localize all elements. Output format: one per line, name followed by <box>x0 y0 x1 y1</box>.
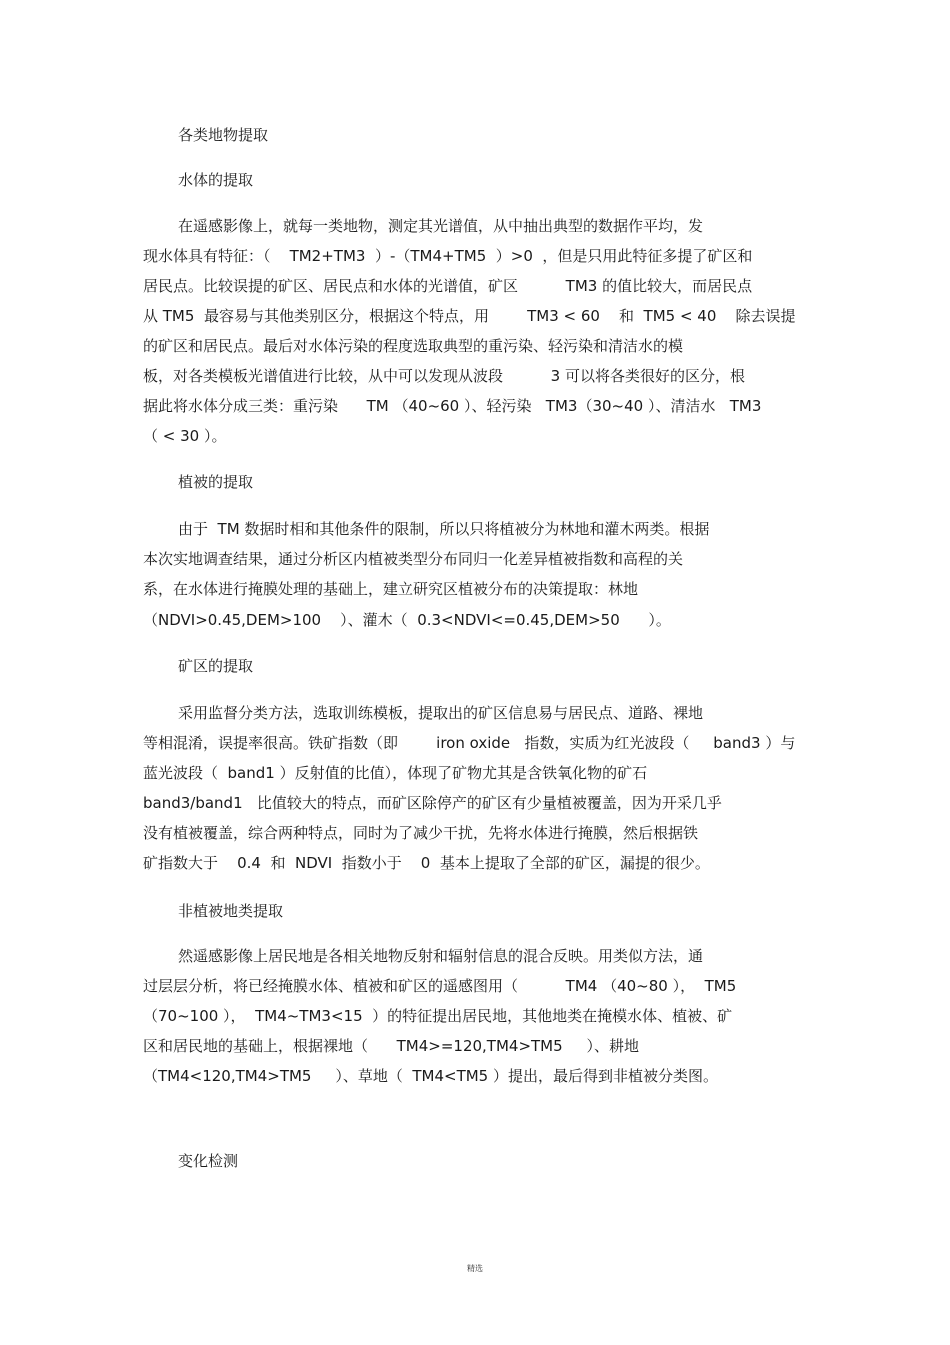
paragraph-line: 现水体具有特征：（ TM2+TM3 ）-（TM4+TM5 ）>0 ，但是只用此特征多提了矿区和 <box>143 247 753 265</box>
heading-feature-extraction: 各类地物提取 <box>178 126 269 144</box>
paragraph-line: 蓝光波段（ band1 ）反射值的比值），体现了矿物尤其是含铁氧化物的矿石 <box>143 764 648 782</box>
paragraph-line: 区和居民地的基础上，根据裸地（ TM4>=120,TM4>TM5 ）、耕地 <box>143 1037 639 1055</box>
paragraph-line: 据此将水体分成三类：重污染 TM （40~60 ）、轻污染 TM3（30~40 ）、清洁水 TM3 <box>143 397 762 415</box>
paragraph-line: 居民点。比较误提的矿区、居民点和水体的光谱值，矿区 TM3 的值比较大，而居民点 <box>143 277 753 295</box>
paragraph-line: 然遥感影像上居民地是各相关地物反射和辐射信息的混合反映。用类似方法，通 <box>178 947 704 965</box>
paragraph-line: band3/band1 比值较大的特点，而矿区除停产的矿区有少量植被覆盖，因为开采几乎 <box>143 794 722 812</box>
paragraph-line: 矿指数大于 0.4 和 NDVI 指数小于 0 基本上提取了全部的矿区，漏提的很少。 <box>143 854 710 872</box>
heading-non-vegetation-extraction: 非植被地类提取 <box>178 902 284 920</box>
paragraph-line: 在遥感影像上，就每一类地物，测定其光谱值，从中抽出典型的数据作平均，发 <box>178 217 704 235</box>
paragraph-line: 从 TM5 最容易与其他类别区分，根据这个特点，用 TM3 < 60 和 TM5 < 40 除去误提 <box>143 307 796 325</box>
paragraph-line: 本次实地调查结果，通过分析区内植被类型分布同归一化差异植被指数和高程的关 <box>143 550 684 568</box>
heading-vegetation-extraction: 植被的提取 <box>178 473 254 491</box>
paragraph-line: （70~100 ）， TM4~TM3<15 ）的特征提出居民地，其他地类在掩模水体、植被、矿 <box>143 1007 733 1025</box>
paragraph-line: 采用监督分类方法，选取训练模板，提取出的矿区信息易与居民点、道路、裸地 <box>178 704 704 722</box>
heading-water-extraction: 水体的提取 <box>178 171 254 189</box>
paragraph-line: （TM4<120,TM4>TM5 ）、草地（ TM4<TM5 ）提出，最后得到非植被分类图。 <box>143 1067 718 1085</box>
paragraph-line: 由于 TM 数据时相和其他条件的限制，所以只将植被分为林地和灌木两类。根据 <box>178 520 710 538</box>
paragraph-line: 的矿区和居民点。最后对水体污染的程度选取典型的重污染、轻污染和清洁水的模 <box>143 337 684 355</box>
paragraph-line: 等相混淆，误提率很高。铁矿指数（即 iron oxide 指数，实质为红光波段（ band3 ）与 <box>143 734 796 752</box>
page-footer: 精选 <box>467 1264 483 1273</box>
paragraph-line: 过层层分析，将已经掩膜水体、植被和矿区的遥感图用（ TM4 （40~80 ）， TM5 <box>143 977 737 995</box>
paragraph-line: （ < 30 ）。 <box>143 427 227 445</box>
paragraph-line: 系，在水体进行掩膜处理的基础上，建立研究区植被分布的决策提取：林地 <box>143 580 639 598</box>
paragraph-line: 没有植被覆盖，综合两种特点，同时为了减少干扰，先将水体进行掩膜，然后根据铁 <box>143 824 699 842</box>
paragraph-line: 板，对各类模板光谱值进行比较，从中可以发现从波段 3 可以将各类很好的区分，根 <box>143 367 745 385</box>
heading-change-detection: 变化检测 <box>178 1152 239 1170</box>
paragraph-line: （NDVI>0.45,DEM>100 ）、灌木（ 0.3<NDVI<=0.45,DEM>50 ）。 <box>143 611 671 629</box>
heading-mining-extraction: 矿区的提取 <box>178 657 254 675</box>
